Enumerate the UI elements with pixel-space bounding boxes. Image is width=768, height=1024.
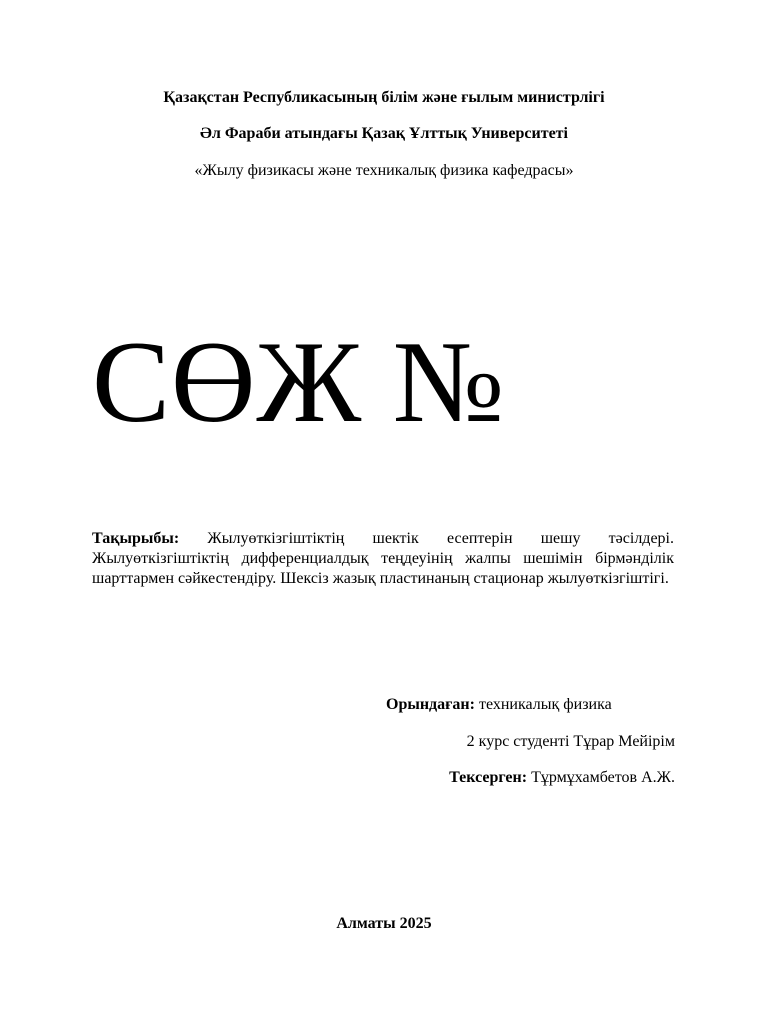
performer-student-line: 2 курс студенті Тұрар Мейірім: [466, 733, 675, 750]
footer-city-year: Алматы 2025: [336, 915, 432, 932]
topic-paragraph: [92, 529, 674, 589]
university-heading: Әл Фараби атындағы Қазақ Ұлттық Университеті: [200, 125, 568, 142]
document-title: СӨЖ №: [92, 318, 506, 447]
checker-label: Тексерген:: [449, 769, 528, 786]
topic-text: Жылуөткізгіштіктің шектік есептерін шешу тәсілдері. Жылуөткізгіштіктің дифференциалдық теңдеуінің жалпы шешімін бірмәнділік шарттармен сәйкестендіру. Шексіз жазық пластинаның стационар жылуөткізгіштігі.: [92, 530, 674, 587]
department-heading: «Жылу физикасы және техникалық физика кафедрасы»: [194, 162, 574, 179]
performer-label: Орындаған:: [386, 696, 475, 713]
checker-text: Тұрмұхамбетов А.Ж.: [527, 769, 675, 786]
topic-label: Тақырыбы:: [92, 530, 180, 547]
checker-line: [449, 768, 675, 788]
ministry-heading: Қазақстан Республикасының білім және ғылым министрлігі: [163, 89, 605, 106]
performer-line: [386, 695, 612, 715]
performer-text: техникалық физика: [474, 696, 612, 713]
